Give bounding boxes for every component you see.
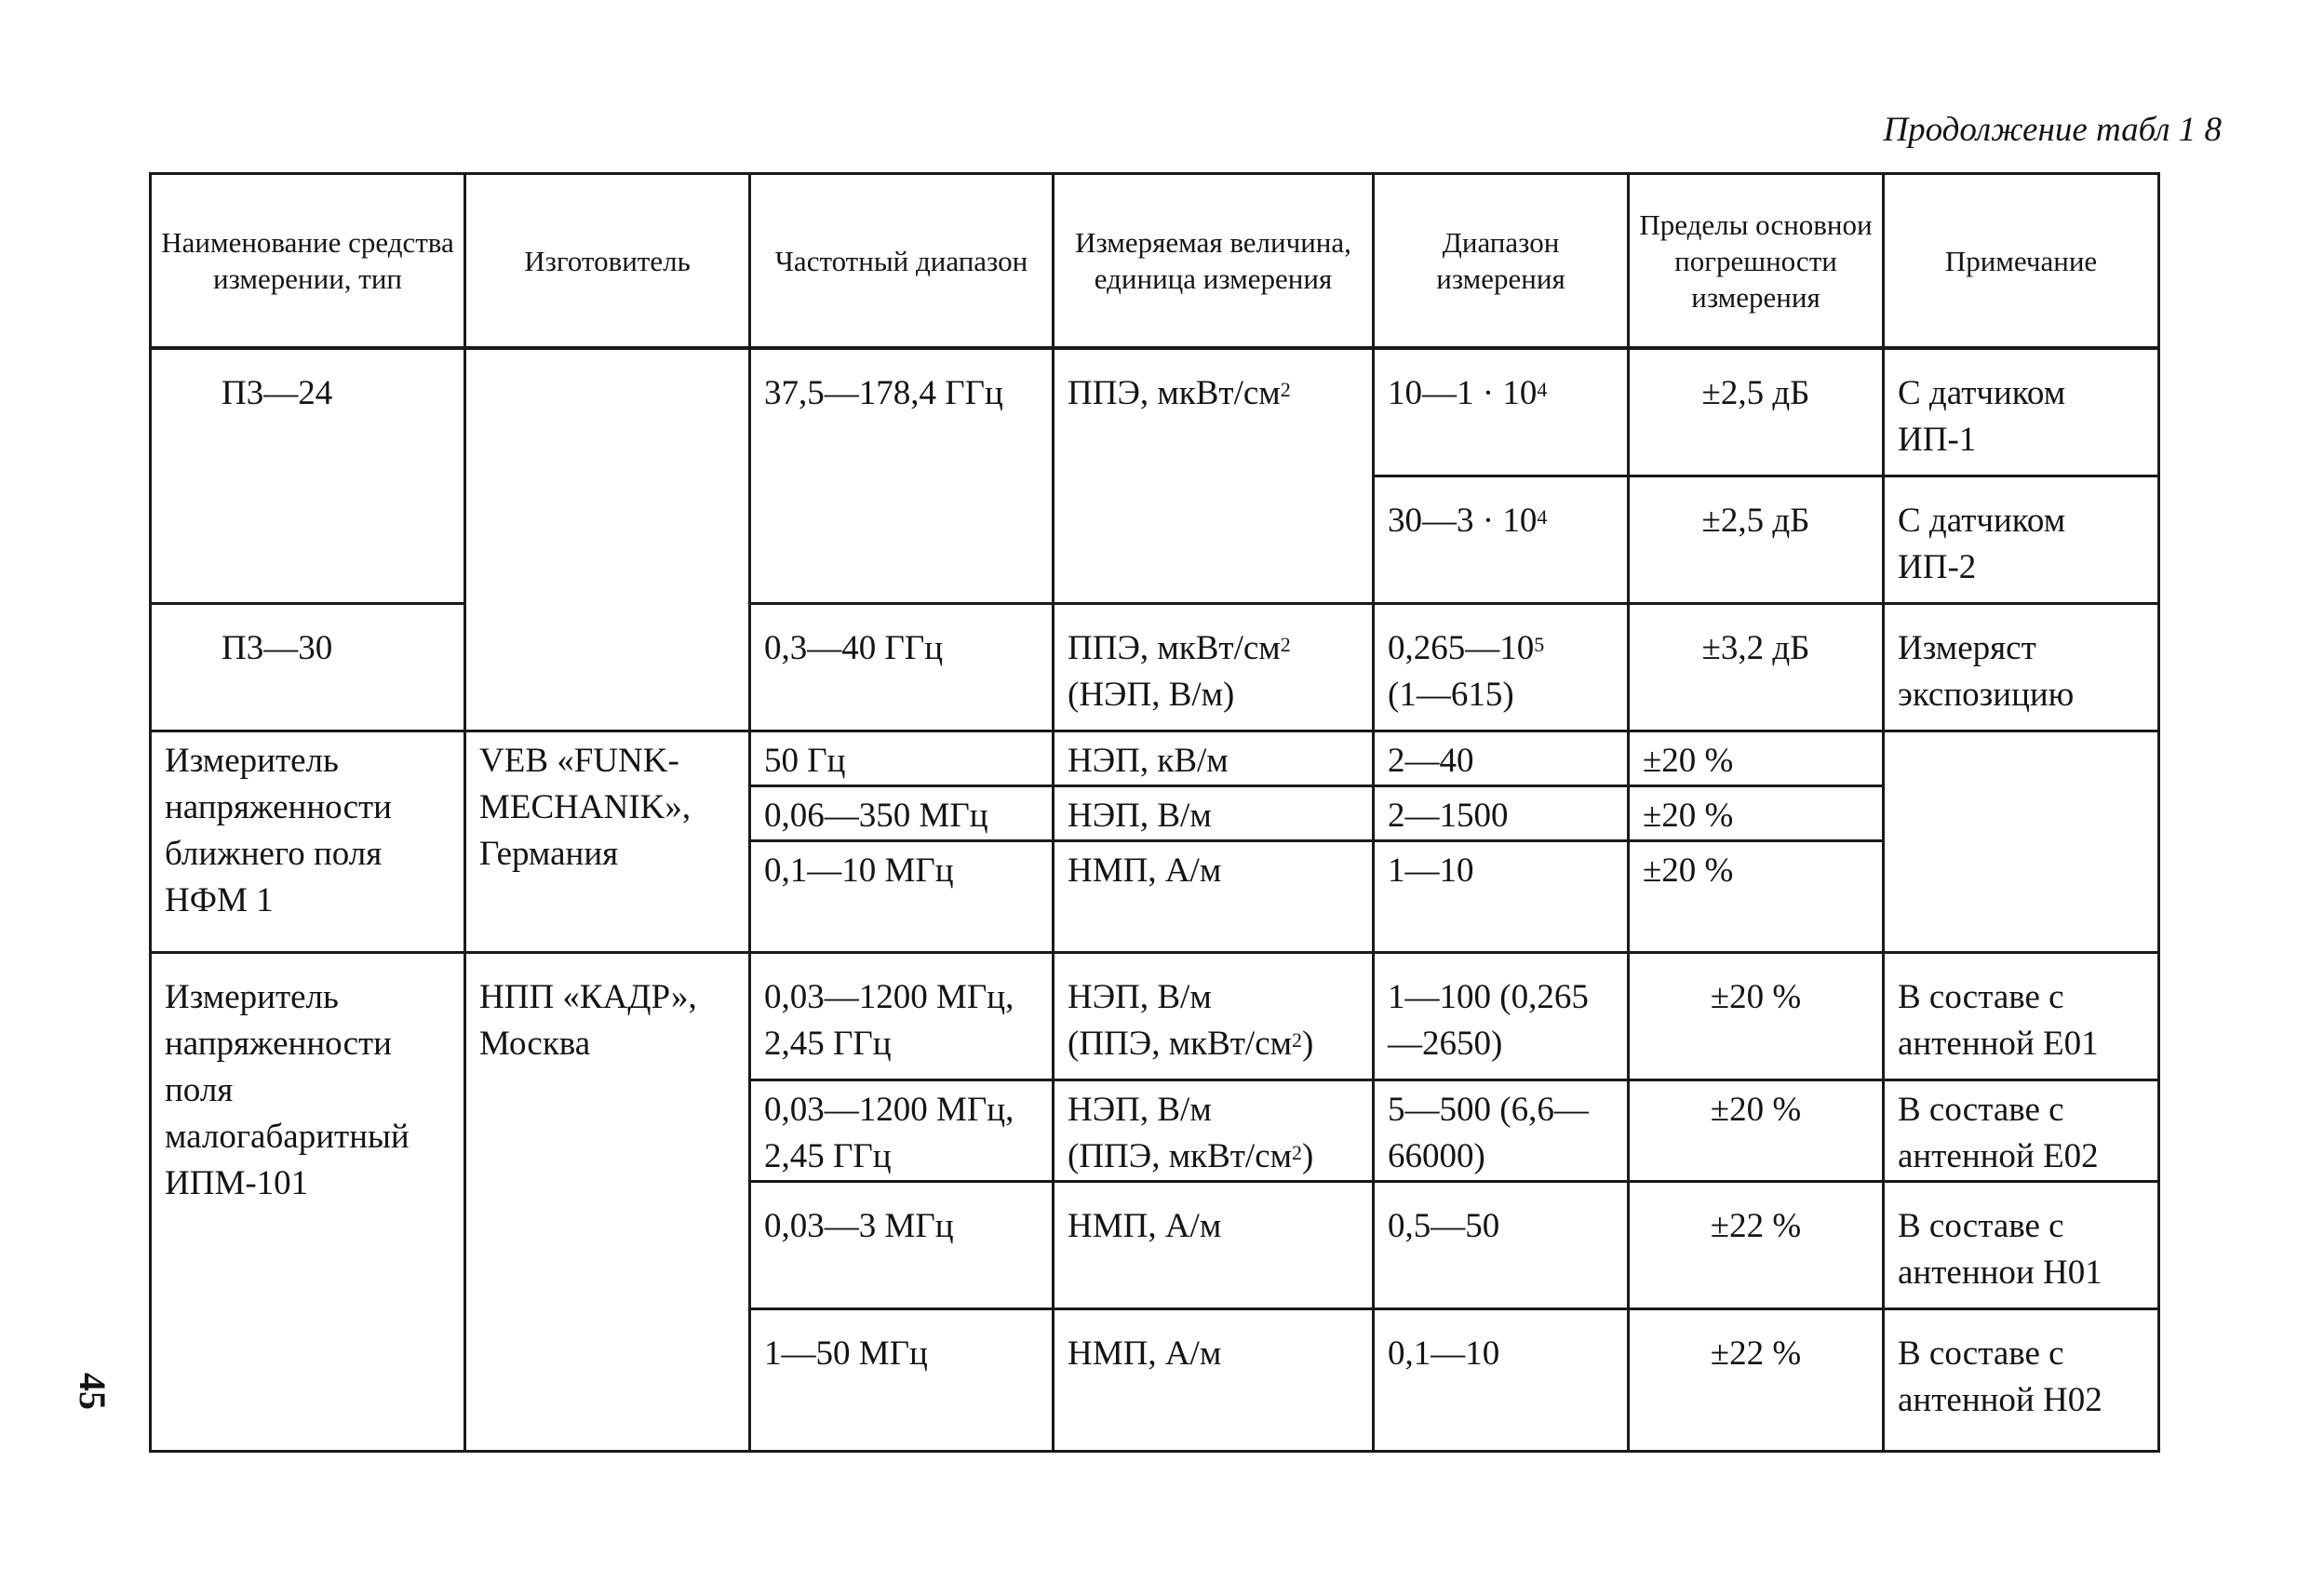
device-cell: Измеритель напряженности поля малогабаритный ИПМ-101 — [151, 953, 465, 1452]
device-cell: П3—24 — [151, 348, 465, 604]
frequency-cell: 0,03—1200 МГц, 2,45 ГГц — [750, 953, 1054, 1080]
quantity-cell — [1054, 731, 1374, 953]
error-cell: ±20 % — [1629, 1080, 1884, 1182]
note-cell — [1884, 731, 2159, 953]
frequency-cell: 37,5—178,4 ГГц — [750, 348, 1054, 604]
manufacturer-cell: НПП «КАДР», Москва — [465, 953, 750, 1452]
sub-value: 50 Гц — [751, 732, 1052, 787]
range-cell: $0,265—10^5$ (1—615) — [1374, 604, 1629, 731]
header-error-limits: Пределы основнои погрешности измерения — [1629, 174, 1884, 349]
header-measured-quantity: Измеряемая величина, единица измерения — [1054, 174, 1374, 349]
error-cell: ±2,5 дБ — [1629, 348, 1884, 476]
note-cell: Измеряст экспозицию — [1884, 604, 2159, 731]
error-cell: ±22 % — [1629, 1182, 1884, 1309]
measurement-instruments-table — [149, 172, 2160, 1453]
note-cell: В составе с антенной Е02 — [1884, 1080, 2159, 1182]
device-cell: П3—30 — [151, 604, 465, 731]
frequency-cell — [750, 731, 1054, 953]
sub-value: НЭП, кВ/м — [1055, 732, 1372, 787]
error-cell: ±2,5 дБ — [1629, 476, 1884, 604]
header-frequency-range: Частотный диапазон — [750, 174, 1054, 349]
sub-value: 0,1—10 МГц — [764, 852, 954, 890]
device-cell: Измеритель напряженности ближнего поля НФМ 1 — [151, 731, 465, 953]
sub-value: 1—10 — [1388, 852, 1474, 890]
note-cell: С датчиком ИП-1 — [1884, 348, 2159, 476]
error-cell — [1629, 731, 1884, 953]
range-cell: 1—100 (0,265—2650) — [1374, 953, 1629, 1080]
note-cell: С датчиком ИП-2 — [1884, 476, 2159, 604]
header-measurement-range: Диапазон измерения — [1374, 174, 1629, 349]
note-cell: В составе с антенной Н02 — [1884, 1309, 2159, 1452]
sub-value: 0,06—350 МГц — [751, 787, 1052, 842]
range-cell: 0,1—10 — [1374, 1309, 1629, 1452]
table-row — [151, 953, 2159, 1080]
error-cell: ±20 % — [1629, 953, 1884, 1080]
error-cell: ±3,2 дБ — [1629, 604, 1884, 731]
table-row — [151, 604, 2159, 731]
header-manufacturer: Изготовитель — [465, 174, 750, 349]
frequency-cell: 0,03—3 МГц — [750, 1182, 1054, 1309]
note-cell: В составе с антеннои Н01 — [1884, 1182, 2159, 1309]
quantity-cell: НМП, А/м — [1054, 1309, 1374, 1452]
quantity-cell: НЭП, В/м (ППЭ, мкВт/$см^2$) — [1054, 953, 1374, 1080]
table-row — [151, 731, 2159, 953]
page-number: 45 — [72, 1373, 114, 1410]
sub-value: 2—1500 — [1375, 787, 1627, 842]
range-cell: 10—1 · $10^4$ — [1374, 348, 1629, 476]
frequency-cell: 0,03—1200 МГц, 2,45 ГГц — [750, 1080, 1054, 1182]
sub-value: НЭП, В/м — [1055, 787, 1372, 842]
range-cell: 30—3 · $10^4$ — [1374, 476, 1629, 604]
quantity-cell: НЭП, В/м (ППЭ, мкВт/$см^2$) — [1054, 1080, 1374, 1182]
quantity-cell: ППЭ, мкВт/$см^2$ (НЭП, В/м) — [1054, 604, 1374, 731]
quantity-cell: НМП, А/м — [1054, 1182, 1374, 1309]
range-cell — [1374, 731, 1629, 953]
range-cell: 0,5—50 — [1374, 1182, 1629, 1309]
note-cell: В составе с антенной Е01 — [1884, 953, 2159, 1080]
sub-value: ±20 % — [1630, 787, 1882, 842]
manufacturer-cell: VEB «FUNK-MECHANIK», Германия — [465, 731, 750, 953]
sub-value: НМП, А/м — [1068, 852, 1222, 890]
sub-value: 2—40 — [1375, 732, 1627, 787]
table-row — [151, 348, 2159, 476]
sub-value: ±20 % — [1643, 852, 1734, 890]
sub-value: ±20 % — [1630, 732, 1882, 787]
frequency-cell: 0,3—40 ГГц — [750, 604, 1054, 731]
header-row — [151, 174, 2159, 349]
header-note: Примечание — [1884, 174, 2159, 349]
error-cell: ±22 % — [1629, 1309, 1884, 1452]
table-caption: Продолжение табл 1 8 — [1883, 111, 2222, 149]
header-device: Наименование средства измерении, тип — [151, 174, 465, 349]
range-cell: 5—500 (6,6—66000) — [1374, 1080, 1629, 1182]
frequency-cell: 1—50 МГц — [750, 1309, 1054, 1452]
manufacturer-cell — [465, 348, 750, 731]
quantity-cell: ППЭ, мкВт/$см^2$ — [1054, 348, 1374, 604]
